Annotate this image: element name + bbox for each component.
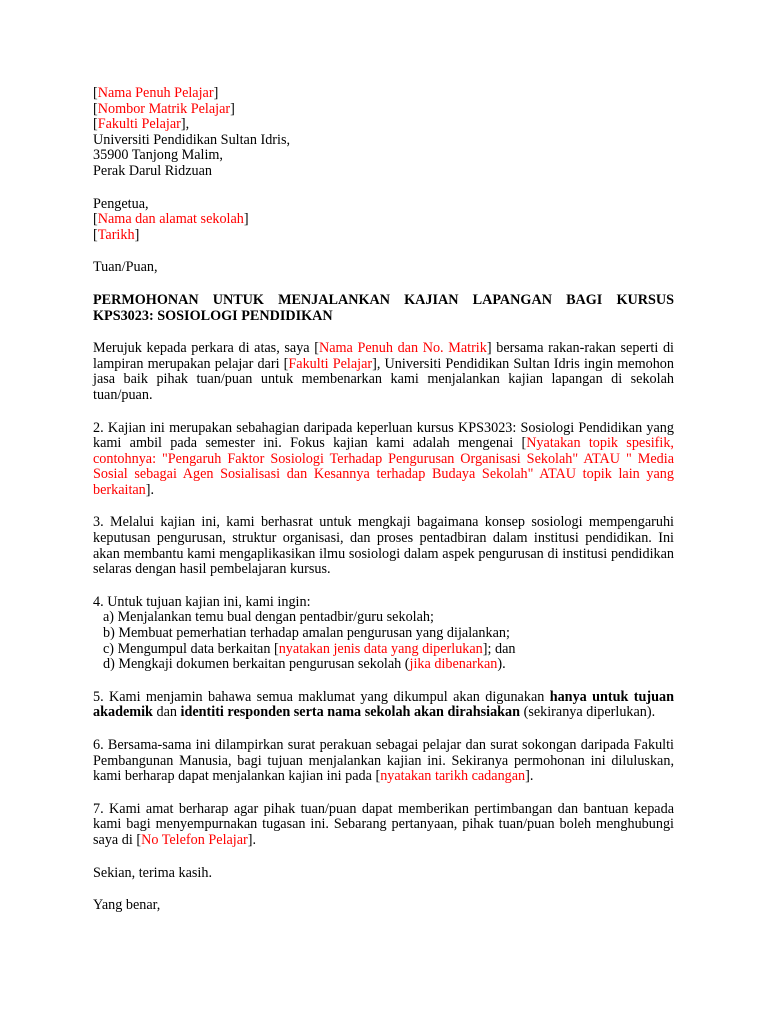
recipient-title: Pengetua,	[93, 195, 149, 212]
signoff: Yang benar,	[93, 897, 161, 914]
list-item-text: d) Mengkaji dokumen berkaitan pengurusan sekolah (	[103, 656, 410, 673]
proposed-date-placeholder: nyatakan tarikh cadangan	[380, 768, 526, 785]
subject-heading: PERMOHONAN UNTUK MENJALANKAN KAJIAN LAPANGAN BAGI KURSUS KPS3023: SOSIOLOGI PENDIDIKAN	[93, 291, 674, 324]
closing: Sekian, terima kasih.	[93, 864, 212, 881]
p7-text: 7. Kami amat berharap agar pihak tuan/puan dapat memberikan pertimbangan dan bantuan kepada kami bagi menyempurnakan tugasan ini. Sebarang pertanyaan, pihak tuan/puan boleh menghubungi saya di [	[93, 800, 674, 848]
salutation: Tuan/Puan,	[93, 259, 158, 276]
phone-placeholder: No Telefon Pelajar	[141, 831, 248, 848]
p5-bold-text: hanya untuk tujuan akademik	[93, 688, 674, 721]
sender-name-line: [Nama Penuh Pelajar]	[93, 85, 219, 101]
p2-topic-placeholder: Nyatakan topik spesifik, contohnya: "Pengaruh Faktor Sosiologi Terhadap Pengurusan Organisasi Sekolah" ATAU " Media Sosial sebagai Agen Sosialisasi dan Kesannya terhadap Budaya Sekolah" ATAU topik lain yang berkaitan	[93, 435, 674, 498]
sender-matric-placeholder: Nombor Matrik Pelajar	[97, 100, 231, 117]
recipient-school-placeholder: Nama dan alamat sekolah	[97, 211, 244, 228]
p1-text: ] bersama rakan-rakan seperti di lampiran merupakan pelajar dari [	[93, 340, 674, 372]
sender-matric-line: [Nombor Matrik Pelajar]	[93, 100, 235, 117]
sender-address-line: Perak Darul Ridzuan	[93, 162, 212, 179]
p5-text: 5. Kami menjamin bahawa semua maklumat yang dikumpul akan digunakan	[93, 688, 550, 705]
list-item	[93, 657, 674, 673]
p4-intro: 4. Untuk tujuan kajian ini, kami ingin:	[93, 593, 311, 610]
paragraph-7	[93, 802, 674, 849]
paragraph-2	[93, 421, 674, 499]
list-item: a) Menjalankan temu bual dengan pentadbir/guru sekolah;	[103, 609, 434, 626]
p6-text: ].	[525, 768, 534, 785]
p1-name-placeholder: Nama Penuh dan No. Matrik	[318, 340, 487, 357]
data-type-placeholder: nyatakan jenis data yang diperlukan	[278, 640, 483, 657]
p5-text: dan	[152, 704, 181, 721]
paragraph-6	[93, 738, 674, 785]
p6-text: 6. Bersama-sama ini dilampirkan surat perakuan sebagai pelajar dan surat sokongan daripada Fakulti Pembangunan Manusia, bagi tujuan menjalankan kajian ini. Sekiranya permohonan ini diluluskan, kami berharap dapat menjalankan kajian ini pada [	[93, 737, 674, 785]
list-item-text: ).	[497, 656, 506, 673]
permission-placeholder: jika dibenarkan	[409, 656, 498, 673]
list-item: b) Membuat pemerhatian terhadap amalan pengurusan yang dijalankan;	[103, 625, 510, 642]
paragraph-1	[93, 341, 674, 403]
paragraph-4	[93, 595, 674, 673]
paragraph-5	[93, 690, 674, 721]
sender-faculty-line: [Fakulti Pelajar],	[93, 116, 190, 133]
p1-text: ], Universiti Pendidikan Sultan Idris ingin memohon jasa baik pihak tuan/puan untuk membenarkan kami menjalankan kajian lapangan di sekolah tuan/puan.	[93, 355, 674, 403]
recipient-block	[93, 197, 674, 244]
p2-text: ].	[145, 481, 155, 498]
p2-text: 2. Kajian ini merupakan sebahagian daripada keperluan kursus KPS3023: Sosiologi Pendidikan yang kami ambil pada semester ini. Fokus kajian kami adalah mengenai [	[93, 419, 674, 452]
date-placeholder: Tarikh	[97, 226, 135, 243]
sender-faculty-placeholder: Fakulti Pelajar	[97, 116, 181, 133]
p5-bold-text: identiti responden serta nama sekolah akan dirahsiakan	[180, 704, 521, 721]
sender-block	[93, 86, 674, 180]
p1-text: Merujuk kepada perkara di atas, saya [	[93, 340, 319, 357]
list-item	[93, 642, 674, 658]
sender-address-line: Universiti Pendidikan Sultan Idris,	[93, 131, 291, 148]
list-item-text: c) Mengumpul data berkaitan [	[103, 640, 279, 657]
list-item-text: ]; dan	[482, 640, 516, 657]
paragraph-3: 3. Melalui kajian ini, kami berhasrat untuk mengkaji bagaimana konsep sosiologi mempengaruhi keputusan pengurusan, struktur organisasi, dan proses pentadbiran dalam institusi pendidikan. Ini akan membantu kami mengaplikasikan ilmu sosiologi dalam aspek pengurusan di institusi pendidikan selaras dengan hasil pembelajaran kursus.	[93, 514, 674, 578]
recipient-school-line: [Nama dan alamat sekolah]	[93, 211, 249, 228]
letter-page	[93, 86, 674, 914]
p1-faculty-placeholder: Fakulti Pelajar	[288, 355, 373, 372]
date-line: [Tarikh]	[93, 226, 140, 243]
p7-text: ].	[247, 831, 257, 848]
p5-text: (sekiranya diperlukan).	[520, 704, 656, 721]
sender-address-line: 35900 Tanjong Malim,	[93, 147, 223, 164]
sender-name-placeholder: Nama Penuh Pelajar	[97, 85, 214, 101]
